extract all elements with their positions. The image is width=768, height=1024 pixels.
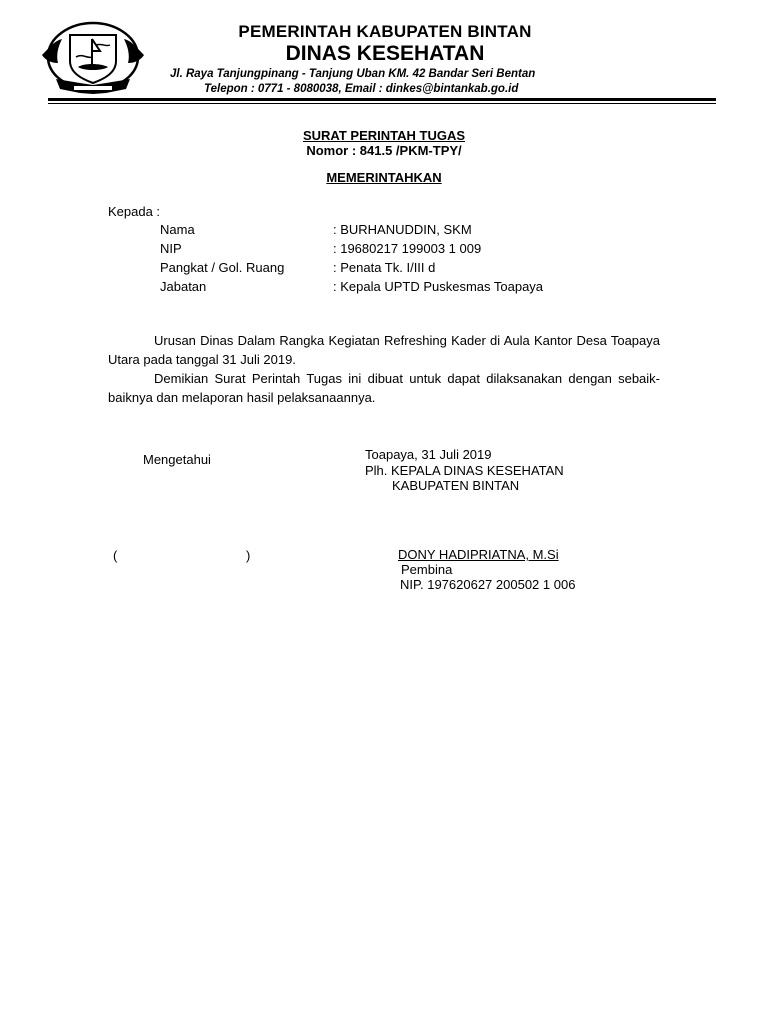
acknowledged-label: Mengetahui	[143, 452, 211, 467]
field-label: NIP	[160, 241, 182, 256]
signature-position-line2: KABUPATEN BINTAN	[392, 478, 520, 493]
signer-rank: Pembina	[401, 562, 453, 577]
org-contact: Telepon : 0771 - 8080038, Email : dinkes@bintankab.go.id	[204, 83, 519, 95]
field-value: : Penata Tk. I/III d	[333, 260, 436, 275]
org-name-line1: PEMERINTAH KABUPATEN BINTAN	[238, 22, 532, 41]
field-label: Jabatan	[160, 279, 207, 294]
signer-name: DONY HADIPRIATNA, M.Si	[398, 547, 559, 562]
document-number: Nomor : 841.5 /PKM-TPY/	[306, 143, 462, 158]
field-row-jabatan	[160, 279, 720, 297]
signature-position-line1: Plh. KEPALA DINAS KESEHATAN	[365, 463, 564, 478]
acknowledger-paren-close: )	[246, 548, 251, 563]
body-paragraph-2: Demikian Surat Perintah Tugas ini dibuat untuk dapat dilaksanakan dengan sebaik-baiknya dan melaporan hasil pelaksanaannya.	[108, 371, 660, 405]
signature-place-date: Toapaya, 31 Juli 2019	[365, 447, 492, 462]
field-row-nip	[160, 241, 720, 259]
recipient-label: Kepada :	[108, 204, 161, 219]
org-name-line2: DINAS KESEHATAN	[285, 42, 485, 65]
letterhead-divider-thin	[48, 103, 716, 104]
body-paragraph-1: Urusan Dinas Dalam Rangka Kegiatan Refreshing Kader di Aula Kantor Desa Toapaya Utara pada tanggal 31 Juli 2019.	[108, 333, 660, 367]
field-label: Pangkat / Gol. Ruang	[160, 260, 285, 275]
org-address: Jl. Raya Tanjungpinang - Tanjung Uban KM. 42 Bandar Seri Bentan	[170, 68, 536, 80]
letterhead-divider-thick	[48, 98, 716, 101]
bintan-regency-emblem-icon	[40, 17, 146, 96]
signer-nip: NIP. 197620627 200502 1 006	[400, 577, 576, 592]
acknowledger-paren-open: (	[113, 548, 118, 563]
field-row-nama	[160, 222, 720, 240]
field-value: : Kepala UPTD Puskesmas Toapaya	[333, 279, 544, 294]
field-label: Nama	[160, 222, 195, 237]
command-heading: MEMERINTAHKAN	[326, 170, 442, 185]
field-value: : BURHANUDDIN, SKM	[333, 222, 472, 237]
field-value: : 19680217 199003 1 009	[333, 241, 482, 256]
document-title: SURAT PERINTAH TUGAS	[302, 128, 466, 143]
field-row-pangkat	[160, 260, 720, 278]
